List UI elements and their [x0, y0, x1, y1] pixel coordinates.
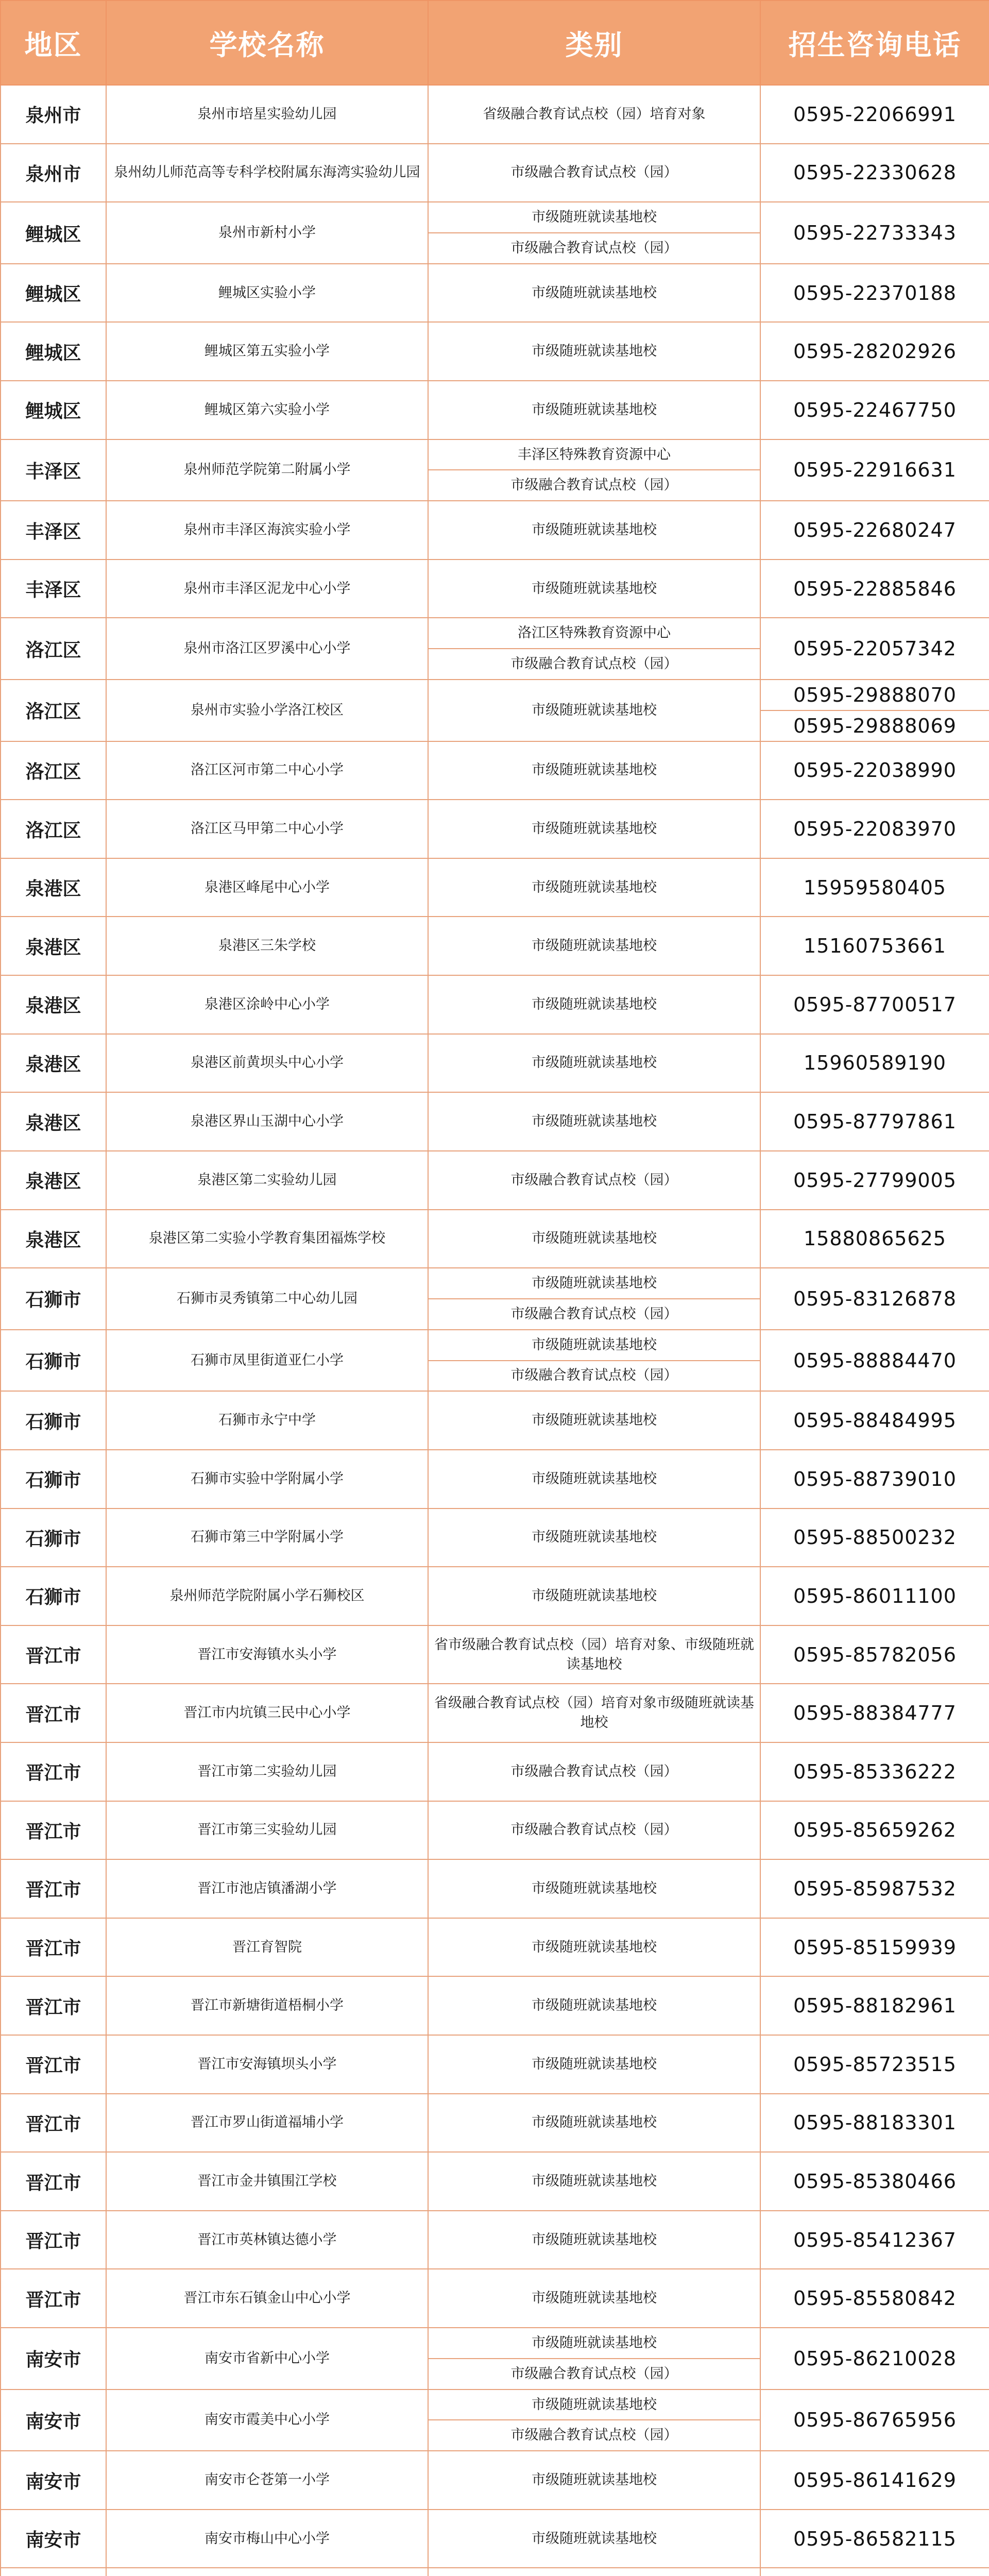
school-name-cell: 石狮市实验中学附属小学	[106, 1450, 428, 1509]
category-cell: 市级随班就读基地校	[428, 501, 760, 560]
region-cell: 鲤城区	[1, 322, 106, 381]
phone-cell: 0595-86765956	[760, 2389, 989, 2451]
region-cell: 晋江市	[1, 2211, 106, 2269]
phone-cell: 0595-22330628	[760, 144, 989, 202]
category-cell: 市级随班就读基地校	[428, 2269, 760, 2328]
phone-cell: 0595-85987532	[760, 1859, 989, 1918]
school-name-cell: 南安市仑苍第一小学	[106, 2451, 428, 2510]
table-row	[1, 1567, 989, 1625]
school-name-cell: 晋江市金井镇围江学校	[106, 2152, 428, 2211]
region-cell: 鲤城区	[1, 381, 106, 439]
school-name-cell: 晋江市第二实验幼儿园	[106, 1742, 428, 1801]
category-cell: 市级随班就读基地校	[428, 1450, 760, 1509]
category-cell: 市级随班就读基地校	[428, 800, 760, 858]
region-cell: 晋江市	[1, 1976, 106, 2035]
school-name-cell: 泉州市培星实验幼儿园	[106, 85, 428, 144]
category-cell: 省级融合教育试点校（园）培育对象	[428, 85, 760, 144]
school-name-cell: 南安市省新中心小学	[106, 2328, 428, 2389]
region-cell: 洛江区	[1, 741, 106, 800]
category-cell: 市级随班就读基地校	[428, 917, 760, 975]
phone-cell: 0595-87700517	[760, 975, 989, 1034]
region-cell: 洛江区	[1, 680, 106, 741]
phone-cell: 0595-86141629	[760, 2451, 989, 2510]
table-row	[1, 1976, 989, 2035]
category-cell: 市级随班就读基地校	[428, 1391, 760, 1450]
category-cell: 市级随班就读基地校	[428, 2211, 760, 2269]
region-cell: 泉港区	[1, 1151, 106, 1210]
phone-cell: 0595-22733343	[760, 202, 989, 264]
school-name-cell: 泉州市洛江区罗溪中心小学	[106, 618, 428, 680]
phone-cell: 0595-88182961	[760, 1976, 989, 2035]
school-name-cell: 泉州市丰泽区海滨实验小学	[106, 501, 428, 560]
table-row	[1, 1625, 989, 1684]
school-name-cell: 洛江区河市第二中心小学	[106, 741, 428, 800]
school-name-cell: 泉州幼儿师范高等专科学校附属东海湾实验幼儿园	[106, 144, 428, 202]
region-cell: 晋江市	[1, 2152, 106, 2211]
table-row	[1, 800, 989, 858]
region-cell: 晋江市	[1, 2269, 106, 2328]
phone-cell: 0595-22680247	[760, 501, 989, 560]
phone-cell: 0595-88384777	[760, 1684, 989, 1742]
region-cell: 石狮市	[1, 1391, 106, 1450]
table-row	[1, 1918, 989, 1977]
table-row	[1, 85, 989, 144]
school-name-cell: 泉港区第二实验幼儿园	[106, 1151, 428, 1210]
phone-cell: 0595-85723515	[760, 2035, 989, 2094]
category-cell: 市级融合教育试点校（园）	[428, 2359, 760, 2389]
table-row	[1, 1742, 989, 1801]
phone-cell: 0595-22916631	[760, 439, 989, 501]
table-row	[1, 618, 989, 649]
school-name-cell: 泉州师范学院第二附属小学	[106, 439, 428, 501]
table-row	[1, 1210, 989, 1268]
school-name-cell: 泉港区前黄坝头中心小学	[106, 1034, 428, 1093]
school-name-cell: 鲤城区第六实验小学	[106, 381, 428, 439]
header-region: 地区	[1, 1, 106, 85]
school-name-cell: 晋江育智院	[106, 1918, 428, 1977]
phone-cell: 0595-85580842	[760, 2269, 989, 2328]
table-row	[1, 202, 989, 233]
table-row	[1, 1450, 989, 1509]
category-cell: 市级随班就读基地校	[428, 1210, 760, 1268]
table-row	[1, 501, 989, 560]
category-cell: 市级随班就读基地校	[428, 322, 760, 381]
school-name-cell: 泉港区涂岭中心小学	[106, 975, 428, 1034]
header-school: 学校名称	[106, 1, 428, 85]
table-row	[1, 1391, 989, 1450]
category-cell: 市级融合教育试点校（园）	[428, 1742, 760, 1801]
table-row	[1, 2451, 989, 2510]
category-cell: 市级融合教育试点校（园）	[428, 2420, 760, 2451]
region-cell: 泉港区	[1, 1092, 106, 1151]
category-cell: 市级随班就读基地校	[428, 1268, 760, 1299]
category-cell: 市级随班就读基地校	[428, 2389, 760, 2420]
table-row	[1, 1034, 989, 1093]
table-row	[1, 381, 989, 439]
category-cell: 市级融合教育试点校（园）	[428, 1299, 760, 1330]
school-name-cell: 南安市梅山中心小学	[106, 2510, 428, 2568]
category-cell: 市级随班就读基地校	[428, 2035, 760, 2094]
category-cell: 市级随班就读基地校	[428, 560, 760, 618]
table-row	[1, 1330, 989, 1361]
school-name-cell: 晋江市安海镇坝头小学	[106, 2035, 428, 2094]
table-row	[1, 1509, 989, 1567]
table-row	[1, 560, 989, 618]
region-cell: 晋江市	[1, 1625, 106, 1684]
category-cell: 省市级融合教育试点校（园）培育对象、市级随班就读基地校	[428, 1625, 760, 1684]
category-cell: 市级随班就读基地校	[428, 741, 760, 800]
phone-cell: 0595-29888069	[760, 710, 989, 741]
region-cell: 南安市	[1, 2451, 106, 2510]
category-cell: 市级随班就读基地校	[428, 381, 760, 439]
phone-cell: 0595-85659262	[760, 1801, 989, 1860]
category-cell: 市级融合教育试点校（园）	[428, 144, 760, 202]
phone-cell: 0595-22038990	[760, 741, 989, 800]
phone-cell: 15959580405	[760, 858, 989, 917]
region-cell: 晋江市	[1, 1801, 106, 1860]
table-row	[1, 858, 989, 917]
school-name-cell: 晋江市安海镇水头小学	[106, 1625, 428, 1684]
school-name-cell: 晋江市池店镇潘湖小学	[106, 1859, 428, 1918]
phone-cell: 0595-22066991	[760, 85, 989, 144]
phone-cell: 0595-27799005	[760, 1151, 989, 1210]
category-cell: 市级随班就读基地校	[428, 2510, 760, 2568]
phone-cell: 0595-22057342	[760, 618, 989, 680]
school-name-cell: 泉州市实验小学洛江校区	[106, 680, 428, 741]
school-name-cell: 鲤城区实验小学	[106, 264, 428, 323]
phone-cell	[760, 2568, 989, 2576]
region-cell: 泉州市	[1, 85, 106, 144]
phone-cell: 0595-85380466	[760, 2152, 989, 2211]
region-cell: 南安市	[1, 2510, 106, 2568]
school-name-cell: 泉港区峰尾中心小学	[106, 858, 428, 917]
category-cell: 市级随班就读基地校	[428, 858, 760, 917]
school-name-cell	[106, 2568, 428, 2576]
region-cell: 石狮市	[1, 1450, 106, 1509]
category-cell: 市级随班就读基地校	[428, 2094, 760, 2153]
school-name-cell: 泉州师范学院附属小学石狮校区	[106, 1567, 428, 1625]
phone-cell: 0595-88739010	[760, 1450, 989, 1509]
region-cell: 鲤城区	[1, 264, 106, 323]
phone-cell: 0595-86210028	[760, 2328, 989, 2389]
table-row	[1, 144, 989, 202]
category-cell: 市级随班就读基地校	[428, 1976, 760, 2035]
school-name-cell: 石狮市第三中学附属小学	[106, 1509, 428, 1567]
school-name-cell: 洛江区马甲第二中心小学	[106, 800, 428, 858]
region-cell: 石狮市	[1, 1268, 106, 1330]
phone-cell: 0595-83126878	[760, 1268, 989, 1330]
table-row	[1, 2568, 989, 2576]
phone-cell: 15160753661	[760, 917, 989, 975]
table-row	[1, 264, 989, 323]
category-cell	[428, 2568, 760, 2576]
region-cell: 泉州市	[1, 144, 106, 202]
phone-cell: 0595-22083970	[760, 800, 989, 858]
category-cell: 市级随班就读基地校	[428, 264, 760, 323]
table-row	[1, 1801, 989, 1860]
school-name-cell: 泉港区界山玉湖中心小学	[106, 1092, 428, 1151]
table-row	[1, 741, 989, 800]
school-name-cell: 晋江市第三实验幼儿园	[106, 1801, 428, 1860]
region-cell: 丰泽区	[1, 501, 106, 560]
category-cell: 丰泽区特殊教育资源中心	[428, 439, 760, 470]
table-row	[1, 1859, 989, 1918]
phone-cell: 0595-22467750	[760, 381, 989, 439]
phone-cell: 0595-85412367	[760, 2211, 989, 2269]
table-row	[1, 2152, 989, 2211]
table-row	[1, 2035, 989, 2094]
category-cell: 市级随班就读基地校	[428, 1918, 760, 1977]
category-cell: 市级融合教育试点校（园）	[428, 1801, 760, 1860]
category-cell: 市级融合教育试点校（园）	[428, 1361, 760, 1392]
table-row	[1, 2269, 989, 2328]
region-cell: 鲤城区	[1, 202, 106, 264]
region-cell: 丰泽区	[1, 439, 106, 501]
table-row	[1, 439, 989, 470]
region-cell: 晋江市	[1, 1684, 106, 1742]
table-row	[1, 322, 989, 381]
region-cell: 泉港区	[1, 1210, 106, 1268]
school-name-cell: 泉州市丰泽区泥龙中心小学	[106, 560, 428, 618]
region-cell: 泉港区	[1, 1034, 106, 1093]
region-cell: 泉港区	[1, 975, 106, 1034]
category-cell: 市级随班就读基地校	[428, 680, 760, 741]
region-cell: 洛江区	[1, 800, 106, 858]
header-category: 类别	[428, 1, 760, 85]
category-cell: 市级随班就读基地校	[428, 1092, 760, 1151]
phone-cell: 0595-22885846	[760, 560, 989, 618]
phone-cell: 0595-85782056	[760, 1625, 989, 1684]
region-cell: 南安市	[1, 2389, 106, 2451]
category-cell: 市级随班就读基地校	[428, 1034, 760, 1093]
school-name-cell: 晋江市东石镇金山中心小学	[106, 2269, 428, 2328]
school-name-cell: 晋江市新塘街道梧桐小学	[106, 1976, 428, 2035]
school-name-cell: 晋江市罗山街道福埔小学	[106, 2094, 428, 2153]
category-cell: 市级随班就读基地校	[428, 2152, 760, 2211]
category-cell: 市级随班就读基地校	[428, 2451, 760, 2510]
table-row	[1, 917, 989, 975]
header-row	[1, 1, 989, 85]
region-cell: 丰泽区	[1, 560, 106, 618]
category-cell: 市级随班就读基地校	[428, 975, 760, 1034]
region-cell: 石狮市	[1, 1509, 106, 1567]
phone-cell: 0595-88500232	[760, 1509, 989, 1567]
table-row	[1, 2328, 989, 2359]
region-cell: 晋江市	[1, 2094, 106, 2153]
category-cell: 市级融合教育试点校（园）	[428, 470, 760, 501]
category-cell: 市级随班就读基地校	[428, 1330, 760, 1361]
school-name-cell: 泉港区第二实验小学教育集团福炼学校	[106, 1210, 428, 1268]
category-cell: 市级融合教育试点校（园）	[428, 1151, 760, 1210]
phone-cell: 0595-85336222	[760, 1742, 989, 1801]
category-cell: 市级随班就读基地校	[428, 1509, 760, 1567]
school-name-cell: 泉港区三朱学校	[106, 917, 428, 975]
phone-cell: 0595-88183301	[760, 2094, 989, 2153]
phone-cell: 15960589190	[760, 1034, 989, 1093]
region-cell	[1, 2568, 106, 2576]
category-cell: 市级随班就读基地校	[428, 1859, 760, 1918]
phone-cell: 0595-28202926	[760, 322, 989, 381]
table-row	[1, 1268, 989, 1299]
region-cell: 石狮市	[1, 1330, 106, 1392]
phone-cell: 0595-29888070	[760, 680, 989, 710]
category-cell: 市级随班就读基地校	[428, 1567, 760, 1625]
phone-cell: 0595-86011100	[760, 1567, 989, 1625]
table-row	[1, 1684, 989, 1742]
school-name-cell: 鲤城区第五实验小学	[106, 322, 428, 381]
school-name-cell: 南安市霞美中心小学	[106, 2389, 428, 2451]
header-phone: 招生咨询电话	[760, 1, 989, 85]
table-row	[1, 1151, 989, 1210]
region-cell: 晋江市	[1, 1859, 106, 1918]
phone-cell: 0595-86582115	[760, 2510, 989, 2568]
table-row	[1, 975, 989, 1034]
region-cell: 晋江市	[1, 1918, 106, 1977]
table-row	[1, 2389, 989, 2420]
phone-cell: 0595-87797861	[760, 1092, 989, 1151]
phone-cell: 0595-85159939	[760, 1918, 989, 1977]
region-cell: 石狮市	[1, 1567, 106, 1625]
table-body	[1, 85, 989, 2576]
phone-cell: 0595-88884470	[760, 1330, 989, 1392]
table-row	[1, 680, 989, 710]
region-cell: 泉港区	[1, 858, 106, 917]
category-cell: 市级融合教育试点校（园）	[428, 233, 760, 264]
category-cell: 洛江区特殊教育资源中心	[428, 618, 760, 649]
table-row	[1, 2510, 989, 2568]
region-cell: 泉港区	[1, 917, 106, 975]
school-name-cell: 晋江市内坑镇三民中心小学	[106, 1684, 428, 1742]
table-row	[1, 1092, 989, 1151]
region-cell: 晋江市	[1, 2035, 106, 2094]
school-name-cell: 石狮市凤里街道亚仁小学	[106, 1330, 428, 1392]
region-cell: 南安市	[1, 2328, 106, 2389]
table-row	[1, 2094, 989, 2153]
school-name-cell: 石狮市永宁中学	[106, 1391, 428, 1450]
category-cell: 省级融合教育试点校（园）培育对象市级随班就读基地校	[428, 1684, 760, 1742]
phone-cell: 0595-22370188	[760, 264, 989, 323]
phone-cell: 0595-88484995	[760, 1391, 989, 1450]
region-cell: 晋江市	[1, 1742, 106, 1801]
school-name-cell: 泉州市新村小学	[106, 202, 428, 264]
region-cell: 洛江区	[1, 618, 106, 680]
school-name-cell: 晋江市英林镇达德小学	[106, 2211, 428, 2269]
category-cell: 市级随班就读基地校	[428, 202, 760, 233]
phone-cell: 15880865625	[760, 1210, 989, 1268]
category-cell: 市级融合教育试点校（园）	[428, 649, 760, 680]
school-name-cell: 石狮市灵秀镇第二中心幼儿园	[106, 1268, 428, 1330]
category-cell: 市级随班就读基地校	[428, 2328, 760, 2359]
table-row	[1, 2211, 989, 2269]
